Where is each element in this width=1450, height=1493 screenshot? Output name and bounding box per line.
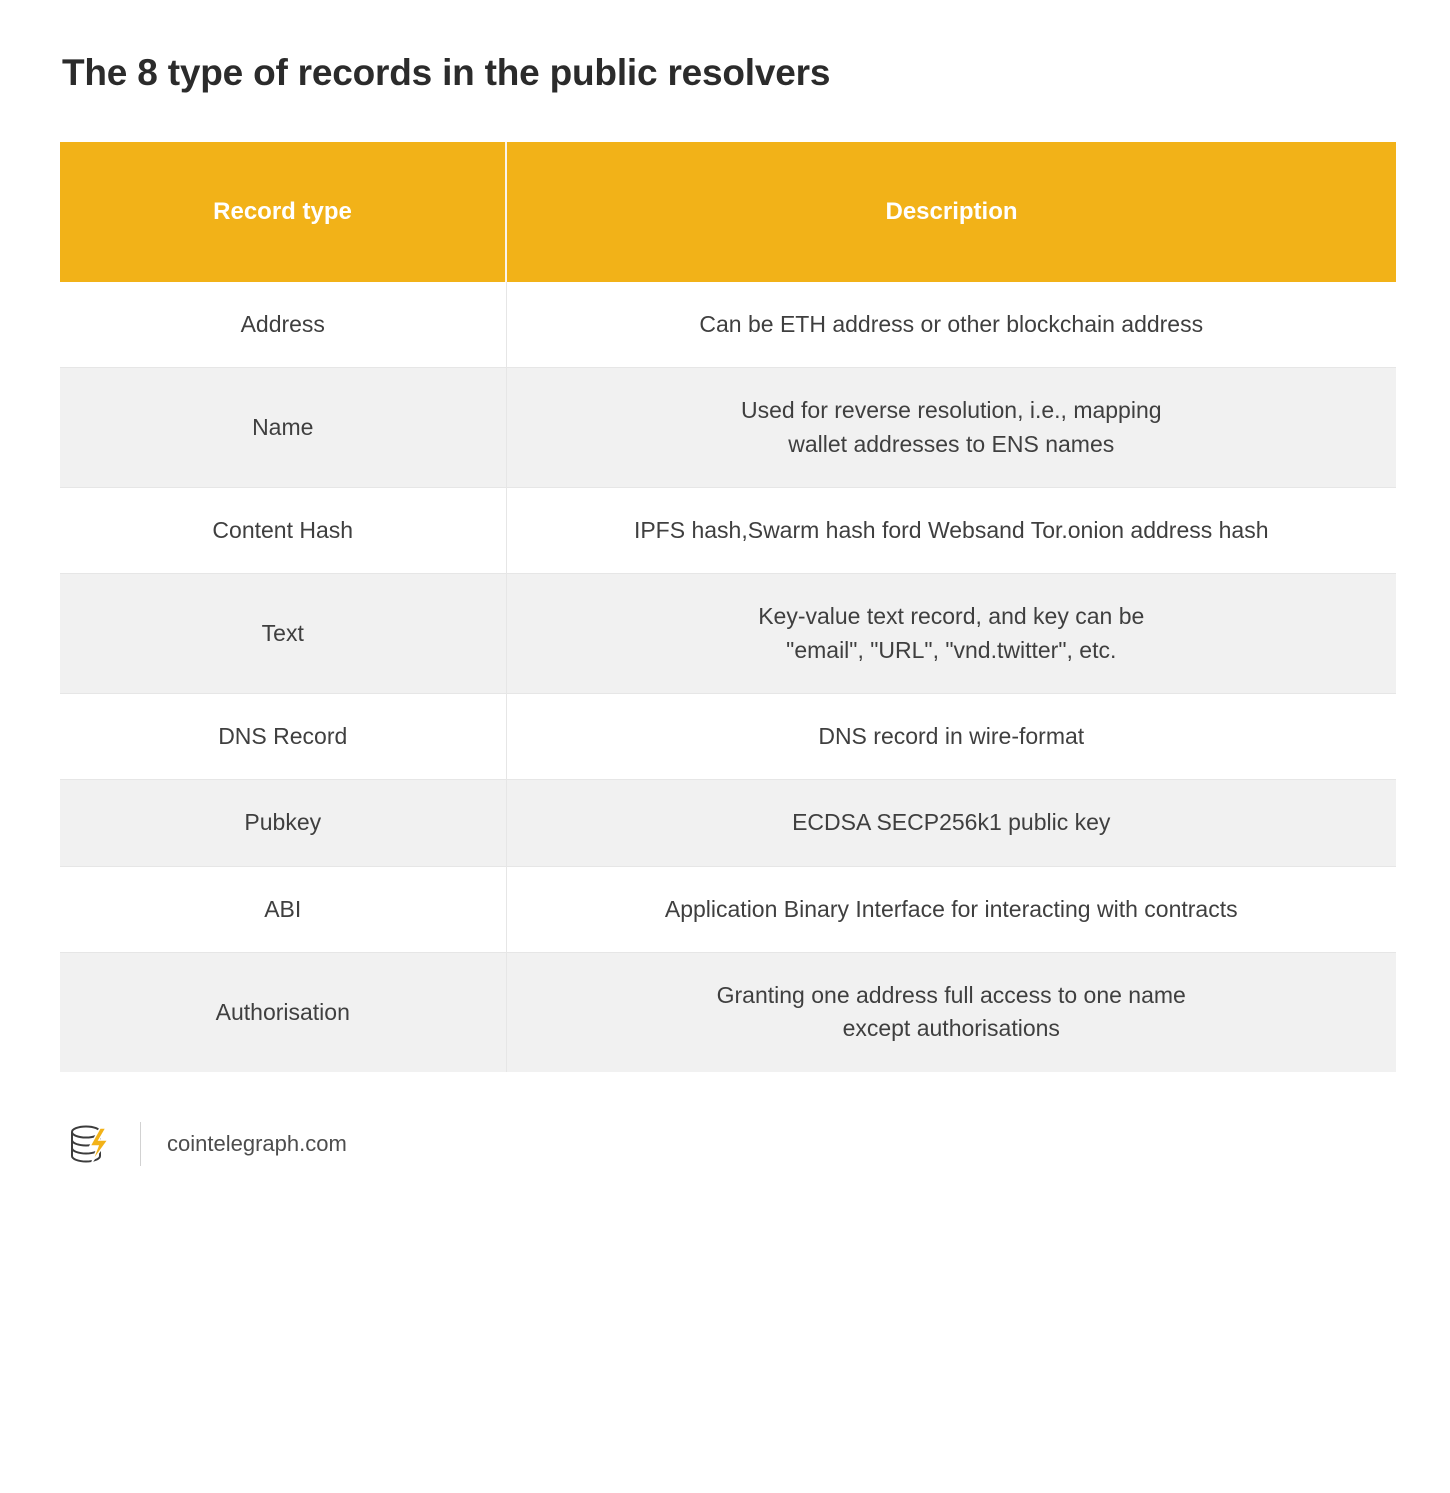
cell-description: Used for reverse resolution, i.e., mapping wallet addresses to ENS names [506, 368, 1396, 488]
cell-description: DNS record in wire-format [506, 694, 1396, 780]
cell-record-type: Text [60, 574, 506, 694]
column-header-record-type: Record type [60, 142, 506, 282]
cell-record-type: Authorisation [60, 953, 506, 1072]
footer [60, 1118, 1390, 1170]
cell-record-type: DNS Record [60, 694, 506, 780]
cell-record-type: ABI [60, 866, 506, 952]
records-table [60, 142, 1396, 1072]
table-header-row [60, 142, 1396, 282]
cell-description: Key-value text record, and key can be "email", "URL", "vnd.twitter", etc. [506, 574, 1396, 694]
table-body [60, 282, 1396, 1072]
table-row [60, 866, 1396, 952]
cointelegraph-coin-stack-icon [64, 1118, 116, 1170]
cell-record-type: Name [60, 368, 506, 488]
cell-description: Granting one address full access to one name except authorisations [506, 953, 1396, 1072]
table-row [60, 574, 1396, 694]
footer-divider [140, 1122, 141, 1166]
cell-record-type: Pubkey [60, 780, 506, 866]
table-row [60, 488, 1396, 574]
table-row [60, 282, 1396, 368]
cell-record-type: Address [60, 282, 506, 368]
cell-record-type: Content Hash [60, 488, 506, 574]
footer-brand-label: cointelegraph.com [167, 1130, 347, 1156]
column-header-description: Description [506, 142, 1396, 282]
cell-description: Application Binary Interface for interacting with contracts [506, 866, 1396, 952]
table-row [60, 694, 1396, 780]
table-row [60, 368, 1396, 488]
cell-description: ECDSA SECP256k1 public key [506, 780, 1396, 866]
cell-description: IPFS hash,Swarm hash ford Websand Tor.onion address hash [506, 488, 1396, 574]
page-title: The 8 type of records in the public resolvers [62, 52, 831, 93]
cell-description: Can be ETH address or other blockchain address [506, 282, 1396, 368]
table-row [60, 953, 1396, 1072]
table-header [60, 142, 1396, 282]
table-row [60, 780, 1396, 866]
